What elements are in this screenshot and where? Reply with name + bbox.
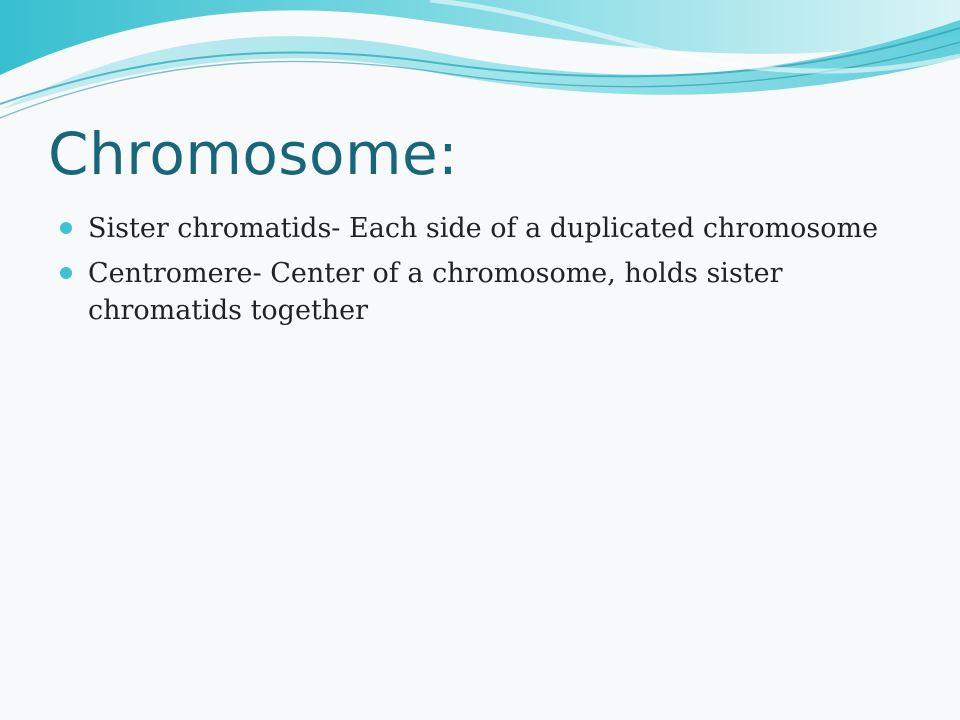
bullet-list <box>60 210 920 337</box>
slide-title: Chromosome: <box>48 120 459 188</box>
bullet-dot-icon <box>60 267 72 279</box>
bullet-item-sister-chromatids <box>60 210 920 247</box>
bullet-item-centromere <box>60 255 920 329</box>
bullet-text: Centromere- Center of a chromosome, holds sister chromatids together <box>88 258 783 326</box>
bullet-dot-icon <box>60 222 72 234</box>
bullet-text: Sister chromatids- Each side of a duplicated chromosome <box>88 213 879 244</box>
decorative-wave-header <box>0 0 960 130</box>
